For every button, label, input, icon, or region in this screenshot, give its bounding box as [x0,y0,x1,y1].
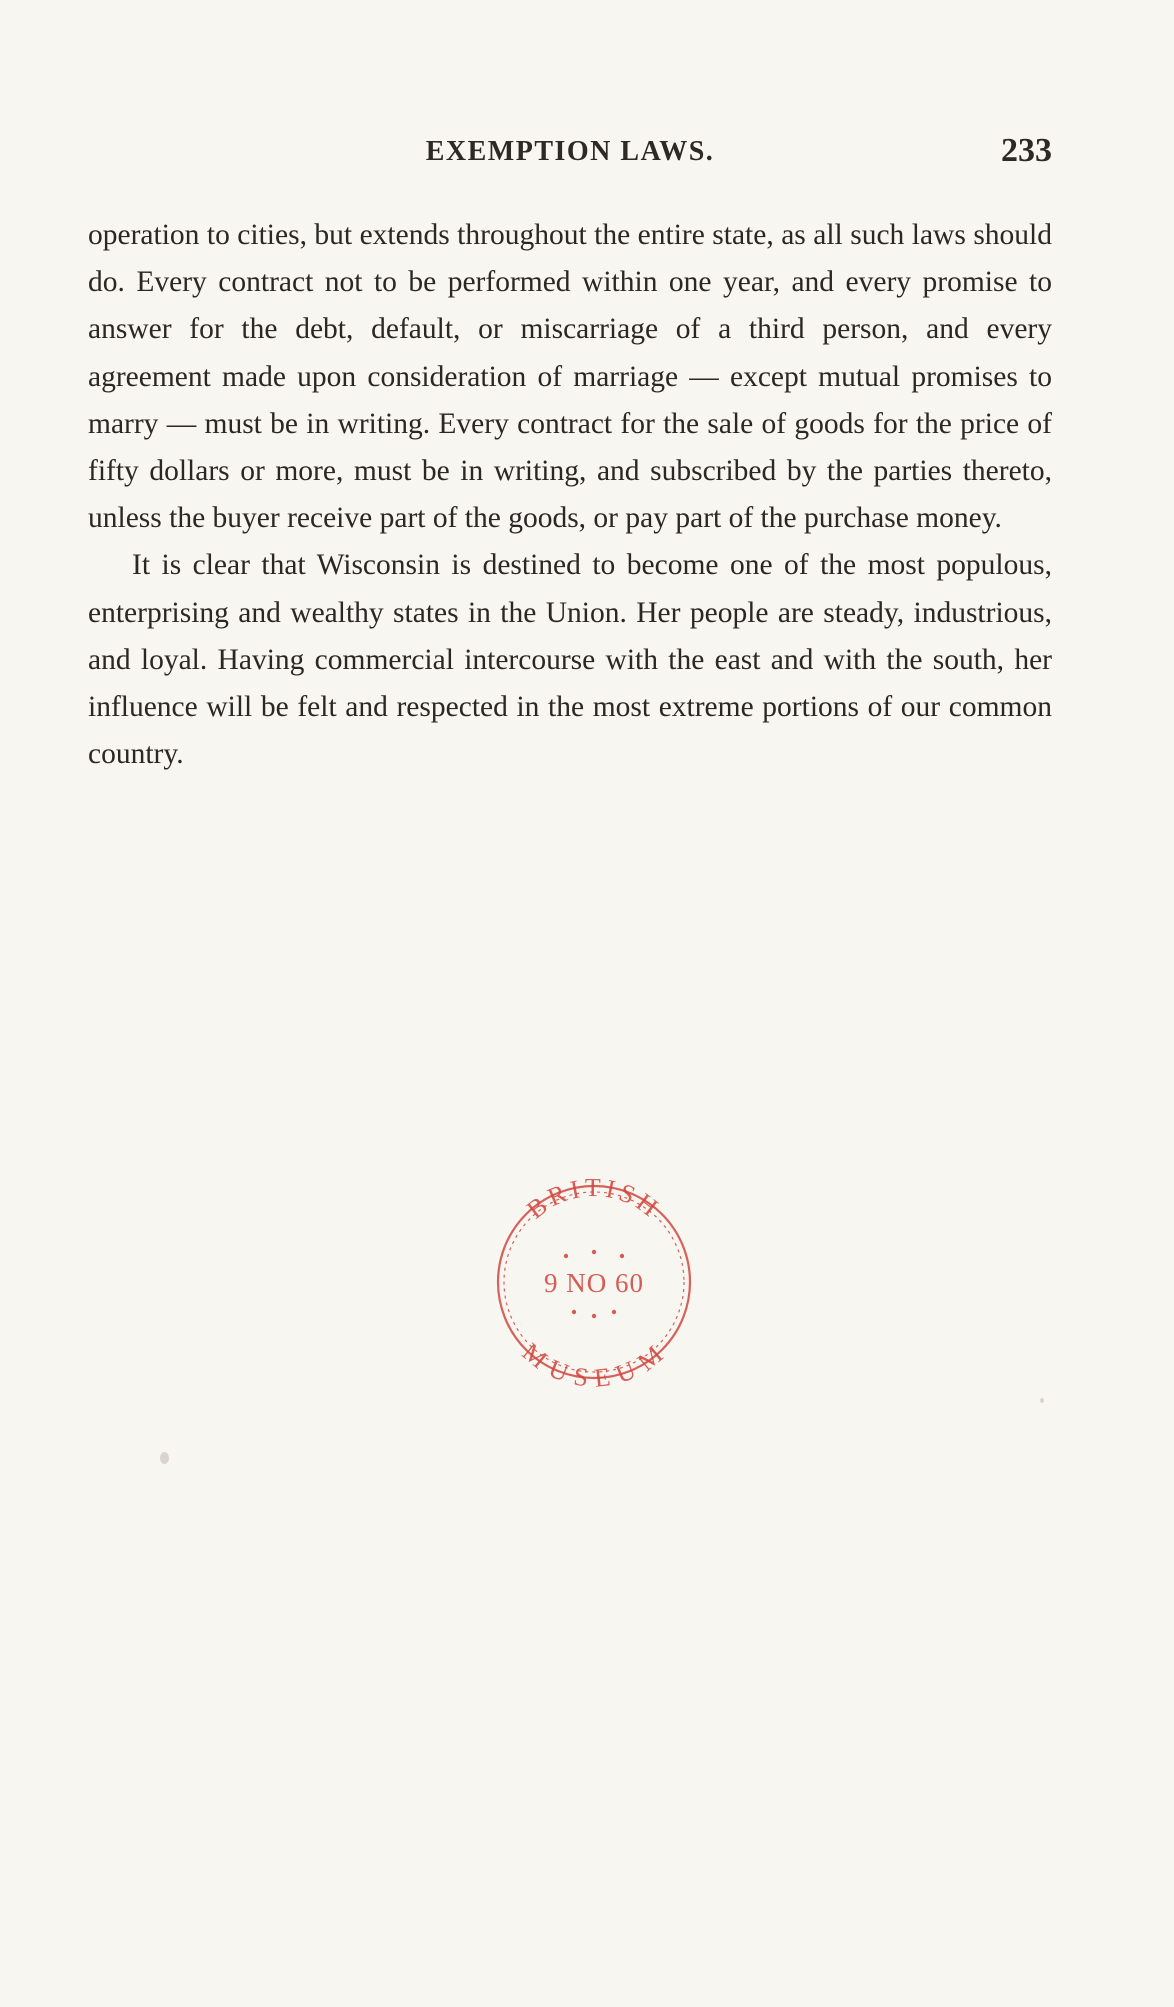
library-stamp [474,1170,714,1390]
paragraph-wisconsin: It is clear that Wisconsin is destined to become one of the most populous, enterprising and wealthy states in the Union. Her people are steady, industrious, and loyal. Having commercial intercourse with the east and with the south, her influence will be felt and respected in the most extreme portions of our common country. [88,549,1052,771]
paper-speck [160,1452,169,1464]
paper-speck [1040,1398,1044,1403]
stamp-bottom-text: MUSEUM [516,1337,672,1390]
running-title: EXEMPTION LAWS. [425,136,715,167]
page-number: 233 [1001,132,1052,169]
body-text [88,212,1052,778]
paragraph-continuation: operation to cities, but extends throughout the entire state, as all such laws should do. Every contract not to be performed within one year, and every promise to answer for the debt, default, or miscarriage of a third person, and every agreement made upon consideration of marriage — except mutual promises to marry — must be in writing. Every contract for the sale of goods for the price of fifty dollars or more, must be in writing, and subscribed by the parties thereto, unless the buyer receive part of the goods, or pay part of the purchase money. [88,219,1052,535]
stamp-top-text: BRITISH [521,1172,667,1225]
running-head [88,132,1052,180]
stamp-date: 9 NO 60 [544,1268,644,1298]
